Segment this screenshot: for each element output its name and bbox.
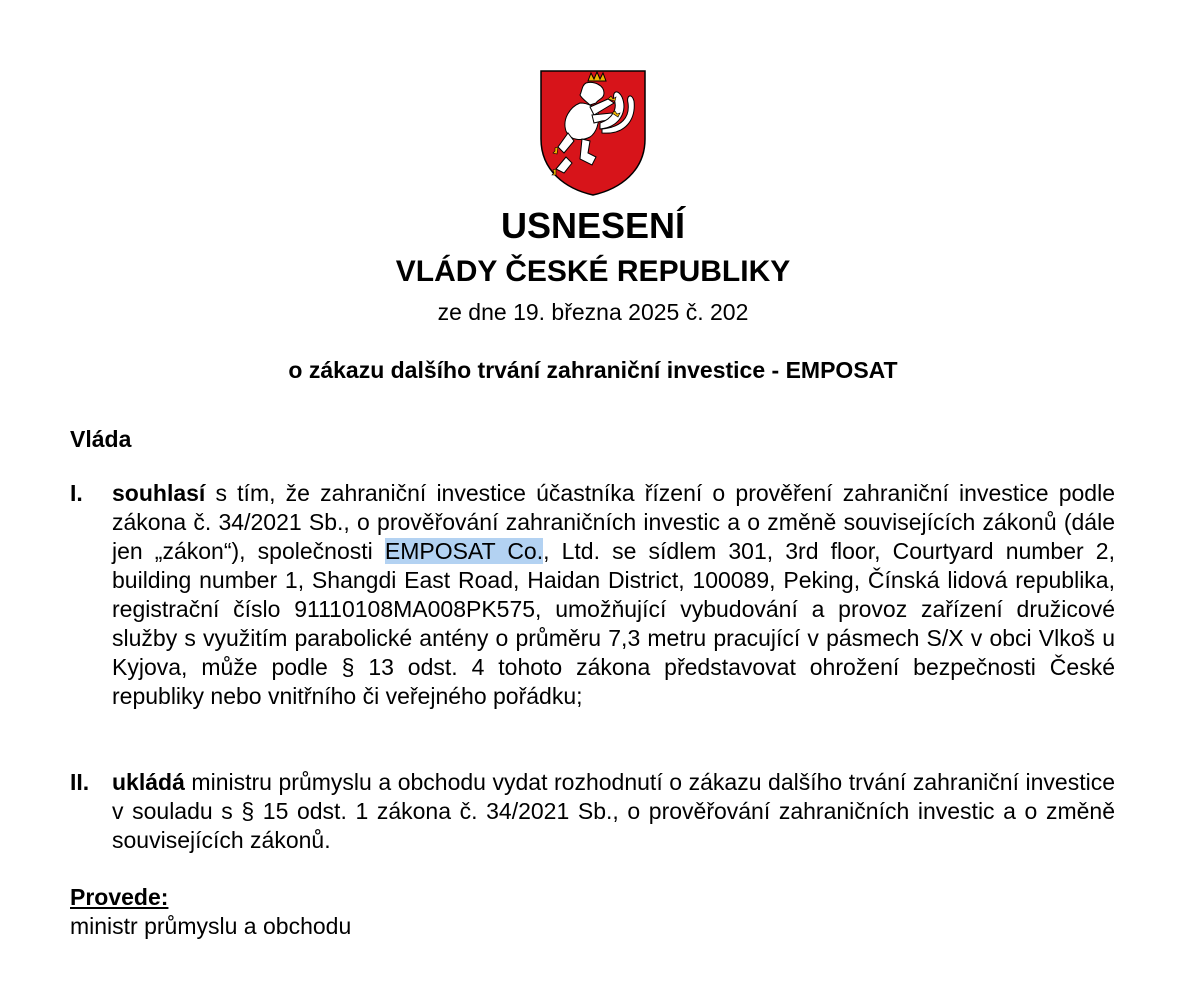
item-paragraph: [112, 768, 1115, 855]
item-text: ministru průmyslu a obchodu vydat rozhodnutí o zákazu dalšího trvání zahraniční investice v souladu s § 15 odst. 1 zákona č. 34/2021 Sb., o prověřování zahraničních investic a o změně souvisejících zákonů.: [112, 769, 1115, 853]
item-verb: ukládá: [112, 769, 185, 795]
provede-label: Provede:: [70, 884, 169, 910]
intro-heading: Vláda: [70, 426, 132, 452]
coat-of-arms-icon: [538, 69, 648, 197]
item-paragraph: [112, 479, 1115, 711]
document-subject: o zákazu dalšího trvání zahraniční investice - EMPOSAT: [288, 357, 898, 383]
document-date: ze dne 19. března 2025 č. 202: [437, 299, 749, 325]
document-subtitle: VLÁDY ČESKÉ REPUBLIKY: [395, 255, 791, 288]
document-title: USNESENÍ: [500, 205, 686, 246]
executor-text: ministr průmyslu a obchodu: [70, 913, 352, 939]
item-number: I.: [70, 480, 83, 506]
item-text: , Ltd. se sídlem 301, 3rd floor, Courtyard number 2, building number 1, Shangdi East Road, Haidan District, 100089, Peking, Čínská lidová republika, registrační číslo 91110108MA008PK575, umožňující vybudování a provoz zařízení družicové služby s využitím parabolické antény o průměru 7,3 metru pracující v pásmech S/X v obci Vlkoš u Kyjova, může podle § 13 odst. 4 tohoto zákona představovat ohrožení bezpečnosti České republiky nebo vnitřního či veřejného pořádku;: [112, 538, 1115, 709]
item-text: s tím, že zahraniční investice účastníka řízení o prověření zahraniční investice podle zákona č. 34/2021 Sb., o prověřování zahraničních investic a o změně souvisejících zákonů (dále jen „zákon“), společnosti: [112, 480, 1115, 564]
item-number: II.: [70, 769, 90, 795]
item-verb: souhlasí: [112, 480, 206, 506]
highlighted-text: EMPOSAT Co.: [384, 538, 544, 564]
